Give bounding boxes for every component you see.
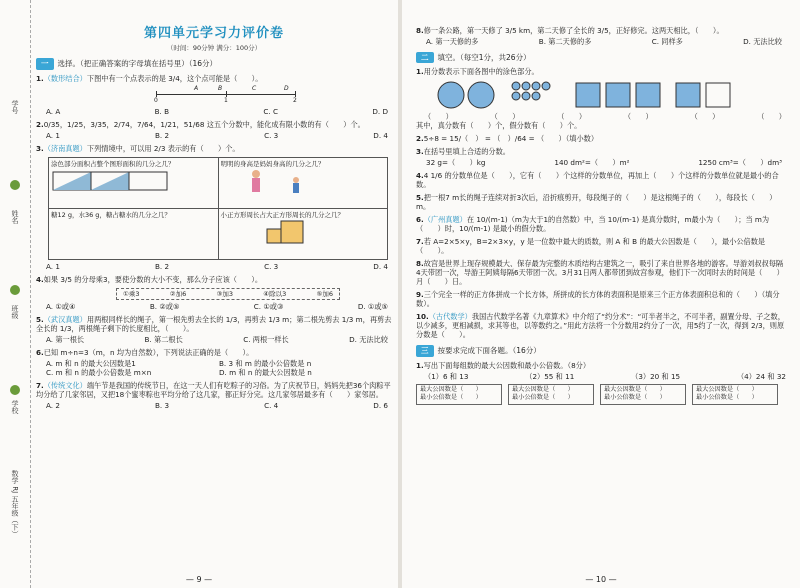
section-label: 按要求完成下面各题。（16分） [437, 346, 541, 356]
answer-box[interactable]: 最大公因数是（ ） 最小公倍数是（ ） [508, 384, 594, 405]
left-page [0, 0, 398, 588]
gutter-hole [10, 285, 20, 295]
options: A. 1 B. 2 C. 3 D. 4 [46, 261, 388, 271]
question-1: 1.（数形结合）下图中有一个点表示的是 3/4，这个点可能是（ ）。 0 1 2 A B C D A. A B. B C. C D. D [36, 74, 392, 116]
gutter-hole [10, 180, 20, 190]
answer-box[interactable]: 最大公因数是（ ） 最小公倍数是（ ） [600, 384, 686, 405]
question-4: 4.如果 3/5 的分母乘3，要使分数的大小不变，那么分子应该（ ）。 ①乘3 ②加6 ③加3 ④除以3 ⑤加6 A. ①或④ B. ②或⑤ C. ①或③ D. ①或⑤ [36, 275, 392, 311]
section-label: 选择。（把正确答案的字母填在括号里）（16分） [57, 59, 218, 69]
page-title: 第四单元学习力评价卷 [143, 26, 284, 41]
right-content [416, 0, 786, 405]
fill-7: 7.若 A=2×5×y，B=2×3×y，y 是一位数中最大的质数，则 A 和 B 的最大公因数是（ ），最小公倍数是（ ）。 [416, 237, 766, 256]
section-tag: 一 [36, 58, 54, 69]
answer-box[interactable]: 最大公因数是（ ） 最小公倍数是（ ） [416, 384, 502, 405]
answer-blanks: （ ） （ ） （ ） （ ） （ ） （ ） [424, 112, 786, 122]
answer-boxes [416, 384, 786, 405]
gutter-label: 学号 [11, 100, 19, 114]
fill-2: 2.5÷8 = 15/（ ） = （ ）/64 = （ ）（填小数） [416, 134, 599, 144]
fill-1: 1.用分数表示下面各图中的涂色部分。 （ ） （ ） （ ） （ ） （ ） （ ） 其中，真分数有（ ）个，假分数有（ ）个。 [416, 67, 786, 131]
gutter-label: 班级 [11, 305, 19, 319]
fill-8: 8.故宫是世界上现存规模最大、保存最为完整的木质结构古建筑之一，吸引了来自世界各地的游客。导游刘叔叔每隔4天带团一次，导游王阿姨每隔6天带团一次。3月31日两人都带团到故宫参观，他们下一次同时去的时间是（ ）月（ ）日。 [416, 259, 784, 287]
right-page [402, 0, 800, 588]
question-5: 5.（武汉真题）用两根同样长的绳子，第一根先剪去全长的 1/3，再剪去 1/3 m；第二根先剪去 1/3 m，再剪去全长的 1/3，两根绳子剩下的长度相比，（ ）。 A. 第一根长 B. 第二根长 C. 两根一样长 D. 无法比较 [36, 314, 392, 344]
fill-3: 3.在括号里填上合适的分数。 32 g=（ ）kg 140 dm²=（ ）m² 1250 cm³=（ ）dm³ [416, 147, 786, 167]
fill-5: 5.把一根7 m长的绳子连续对折3次后，沿折痕剪开，每段绳子的（ ）是这根绳子的（ ），每段长（ ）m。 [416, 193, 777, 212]
options: A. 第一根长 B. 第二根长 C. 两根一样长 D. 无法比较 [46, 334, 388, 344]
question-3: 3.（济南真题）下列情境中，可以用 2/3 表示的有（ ）个。 涂色部分面积占整个图形面积的几分之几？ 明明的身高是妈妈身高的几分之几？ 糖12 g，水36 g，糖占糖水的几分之几？ 小正方形周长占大正方形周长的几分之几？ A. 1 B. 2 C. 3 D. 4 [36, 144, 392, 271]
left-content [36, 0, 392, 410]
section-header [416, 52, 786, 63]
task-1: 1.写出下面每组数的最大公因数和最小公倍数。（8分） （1）6 和 13 （2）55 和 11 （3）20 和 15 （4）24 和 32 最大公因数是（ ） 最小公倍数是（ ） 最大公因数是（ ） 最小公倍数是（ ） 最大公因数是（ ） 最小公倍数是（ ） 最大公因数是（ ） 最小公倍数是（ ） [416, 361, 786, 405]
section-header [416, 345, 786, 356]
number-groups: （1）6 和 13 （2）55 和 11 （3）20 和 15 （4）24 和 32 [424, 371, 786, 381]
section-tag: 三 [416, 345, 434, 356]
binding-gutter [0, 0, 31, 588]
section-label: 填空。（每空1分，共26分） [437, 53, 531, 62]
page-number: — 9 — [185, 575, 213, 584]
options: A. 2 B. 3 C. 4 D. 6 [46, 400, 388, 410]
options: A. ①或④ B. ②或⑤ C. ①或③ D. ①或⑤ [46, 301, 388, 311]
shaded-shapes [436, 80, 766, 110]
choices-loop: ①乘3 ②加6 ③加3 ④除以3 ⑤加6 [116, 288, 340, 300]
options: A. 1 B. 2 C. 3 D. 4 [46, 130, 388, 140]
unit-items: 32 g=（ ）kg 140 dm²=（ ）m² 1250 cm³=（ ）dm³ [426, 158, 782, 168]
gutter-label: 数学 RJ 五年级（下） [11, 470, 19, 538]
fill-6: 6.（广州真题）在 10/(m-1)（m为大于1的自然数）中，当 10/(m-1) 是真分数时，m最小为（ ）；当 m为（ ）时，10/(m-1) 是最小的假分数。 [416, 215, 770, 234]
gutter-label: 学校 [11, 400, 19, 414]
fill-10: 10.（古代数学）我国古代数学名著《九章算术》中介绍了“约分术”：“可半者半之，不可半者，副置分母、子之数，以少减多，更相减损，求其等也，以等数约之。”用此方法将一个分数用2约分了一次，用5约了一次，得到 2/3，则原分数是（ ）。 [416, 312, 785, 340]
height-figure [221, 168, 341, 198]
fraction-figures [436, 80, 786, 110]
question-7: 7.（传统文化）端午节是我国的传统节日，在这一天人们有吃粽子的习俗。为了庆祝节日，妈妈先把36个肉粽平均分给了几家邻居，又把18个蜜枣粽也平均分给了这几家，都正好分完。这几家邻居最多有（ ）家邻居。 A. 2 B. 3 C. 4 D. 6 [36, 380, 391, 410]
fill-4: 4.4 1/6 的分数单位是（ ），它有（ ）个这样的分数单位，再加上（ ）个这样的分数单位就是最小的合数。 [416, 171, 779, 190]
page-subtitle: （时间：90分钟 满分：100分） [166, 44, 262, 53]
number-line: 0 1 2 A B C D [154, 84, 297, 104]
question-6: 6.已知 m÷n=3（m，n 均为自然数），下列说法正确的是（ ）。 A. m 和 n 的最大公因数是1 B. 3 和 m 的最小公倍数是 n C. m 和 n 的最小公倍数是 m×n D. m 和 n 的最大公因数是 n [36, 348, 392, 377]
fill-9: 9.三个完全一样的正方体拼成一个长方体，所拼成的长方体的表面积是原来三个正方体表面积总和的（ ）（填分数）。 [416, 290, 780, 309]
question-2: 2.0/35，1/25，3/35，2/74，7/64，1/21，51/68 这五个分数中，能化成有限小数的有（ ）个。 A. 1 B. 2 C. 3 D. 4 [36, 120, 392, 140]
triangles-figure [51, 168, 171, 194]
page-number: — 10 — [585, 575, 617, 584]
question-8: 8.修一条公路，第一天修了 3/5 km，第二天修了全长的 3/5，正好修完。这两天相比，（ ）。 A. 第一天修的多 B. 第二天修的多 C. 同样多 D. 无法比较 [416, 26, 786, 46]
gutter-hole [10, 385, 20, 395]
options: A. 第一天修的多 B. 第二天修的多 C. 同样多 D. 无法比较 [426, 37, 782, 46]
gutter-label: 姓名 [11, 210, 19, 224]
answer-box[interactable]: 最大公因数是（ ） 最小公倍数是（ ） [692, 384, 778, 405]
scenario-table: 涂色部分面积占整个图形面积的几分之几？ 明明的身高是妈妈身高的几分之几？ 糖12 g，水36 g，糖占糖水的几分之几？ 小正方形周长占大正方形周长的几分之几？ [48, 157, 388, 260]
squares-figure [221, 219, 341, 245]
options: A. A B. B C. C D. D [46, 106, 388, 116]
options: A. m 和 n 的最大公因数是1 B. 3 和 m 的最小公倍数是 n C. m 和 n 的最小公倍数是 m×n D. m 和 n 的最大公因数是 n [46, 358, 312, 377]
section-header [36, 58, 392, 69]
section-tag: 二 [416, 52, 434, 63]
